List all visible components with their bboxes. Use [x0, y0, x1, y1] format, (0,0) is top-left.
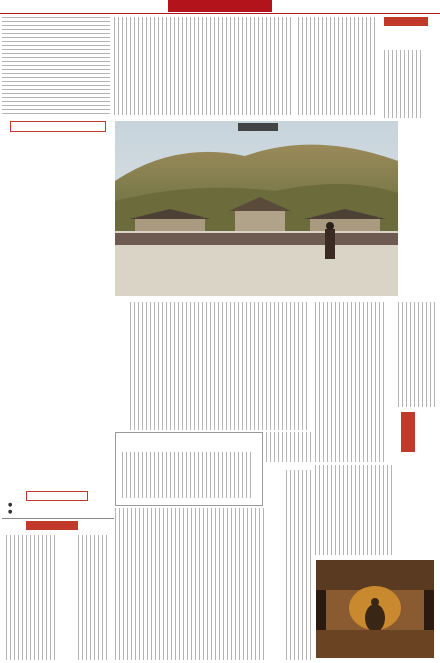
temple-photo: [115, 121, 398, 296]
right-far-text: [398, 302, 436, 407]
simple-text: [315, 465, 393, 555]
monk-illustration: [316, 560, 434, 658]
lesson-label: [238, 123, 278, 131]
terms-body: [6, 201, 110, 499]
monk-photo: [316, 560, 434, 658]
poem-text: [122, 452, 254, 498]
temple-illustration: [115, 121, 398, 296]
key-word-1: ●: [8, 502, 13, 508]
article-text-top-center: [114, 17, 294, 115]
divider: [2, 518, 114, 519]
road-text: [286, 470, 312, 660]
header-rule: [0, 13, 440, 14]
lower-center-text: [115, 508, 265, 660]
article-text-top-right: [298, 17, 378, 115]
diary-text-right: [78, 535, 110, 660]
road-text-top: [262, 432, 312, 462]
right-middle-text: [315, 302, 387, 462]
article-text-top-left: [2, 17, 110, 114]
page-header: [0, 0, 440, 14]
masthead-band: [168, 0, 272, 12]
quote-text: [384, 50, 424, 118]
diary-text-left: [6, 535, 56, 660]
key-word-2: ●: [8, 509, 13, 515]
diary-tag: [26, 521, 78, 530]
simple-tag: [401, 412, 415, 452]
quote-tag: [384, 17, 428, 26]
key-words-label: [26, 491, 88, 501]
section-tag: [10, 121, 106, 132]
main-article-text: [130, 302, 310, 430]
